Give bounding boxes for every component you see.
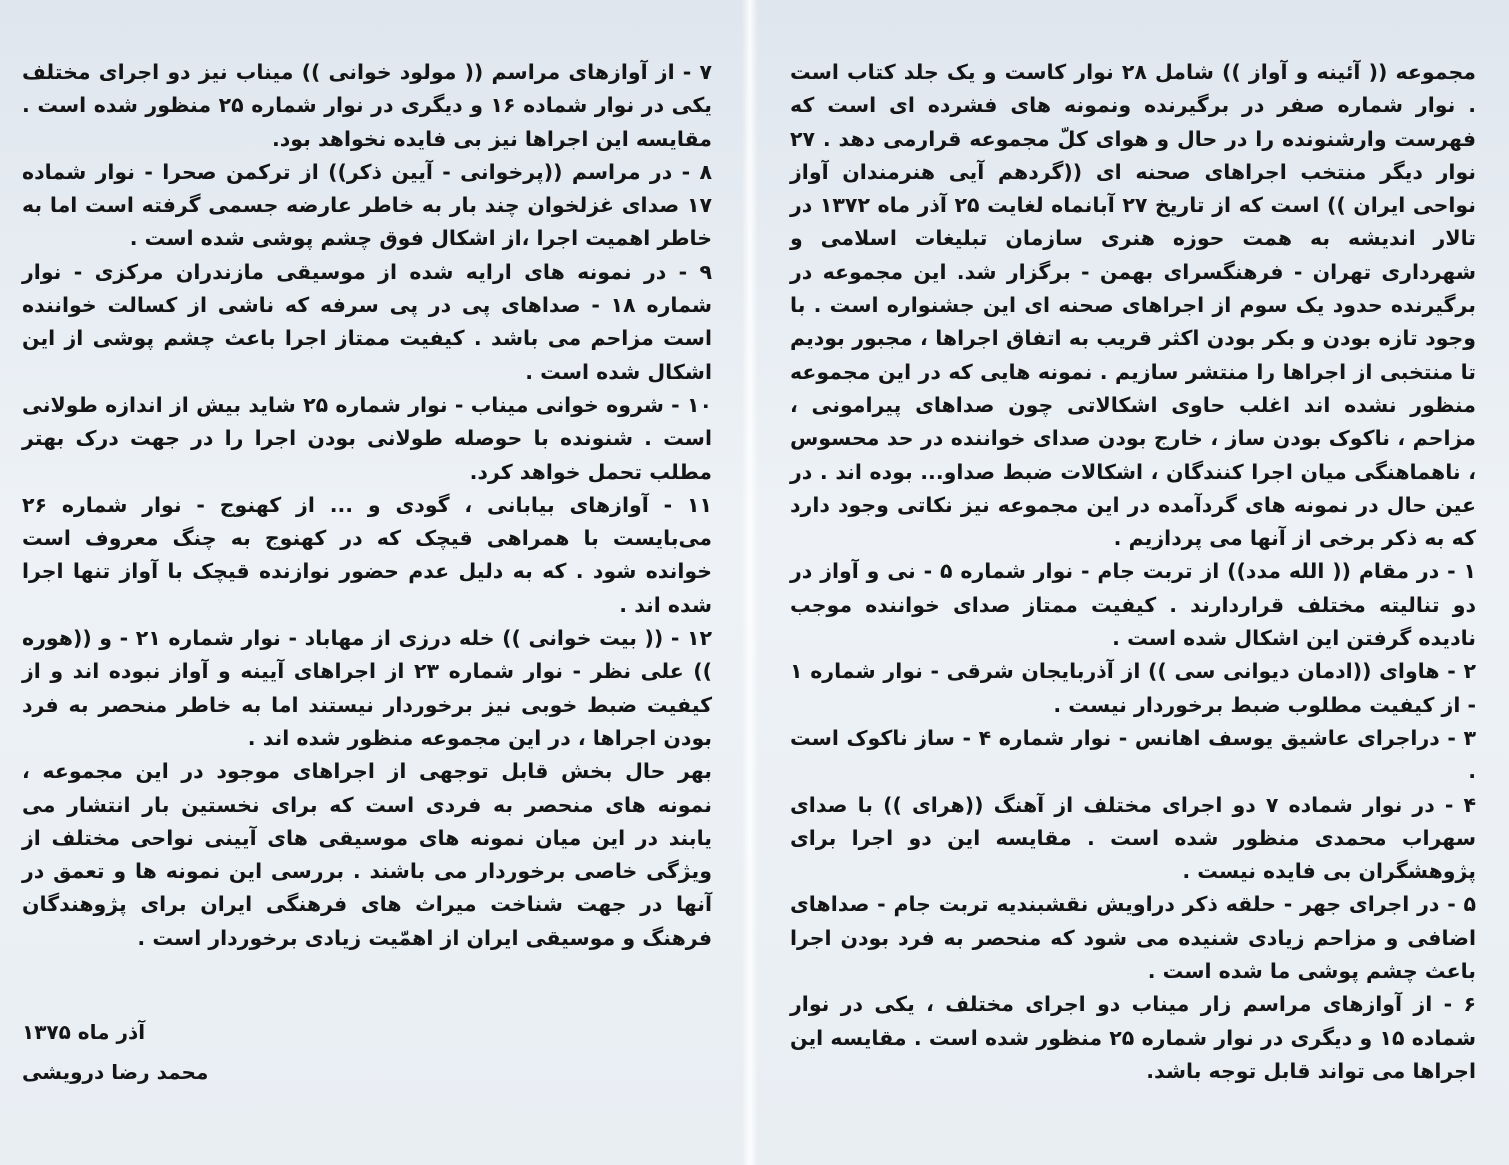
signature-date: آذر ماه ۱۳۷۵ [22, 1020, 146, 1044]
note-item-10: ۱۰ - شروه خوانی میناب - نوار شماره ۲۵ شاید بیش از اندازه طولانی است . شنونده با حوصله طولانی بودن اجرا را در جهت درک بهتر مطلب تحمل خواهد کرد. [22, 392, 712, 484]
intro-paragraph: مجموعه (( آئینه و آواز )) شامل ۲۸ نوار کاست و یک جلد کتاب است . نوار شماره صفر در برگیرنده ونمونه های فشرده ای است که فهرست وارشنونده را در حال و هوای کلّ مجموعه قرارمی دهد . ۲۷ نوار دیگر منتخب اجراهای صحنه ای ((گردهم آیی هنرمندان آواز نواحی ایران )) است که از تاریخ ۲۷ آبانماه لغایت ۲۵ آذر ماه ۱۳۷۲ در تالار اندیشه به همت حوزه هنری سازمان تبلیغات اسلامی و شهرداری تهران - فرهنگسرای بهمن - برگزار شد. این مجموعه در برگیرنده حدود یک سوم از اجراهای صحنه ای این جشنواره است . با وجود تازه بودن و بکر بودن اکثر قریب به اتفاق اجراها ، مجبور بودیم تا منتخبی از اجراها را منتشر سازیم . نمونه هایی که در این مجموعه منظور نشده اند اغلب حاوی اشکالاتی چون صداهای پیرامونی ، مزاحم ، ناکوک بودن ساز ، خارج بودن صدای خواننده در حد محسوس ، ناهماهنگی میان اجرا کنندگان ، اشکالات ضبط صداو... بوده اند . در عین حال در نمونه های گردآمده در این مجموعه نیز نکاتی وجود دارد که به ذکر برخی از آنها می پردازیم . [790, 60, 1476, 551]
note-item-6: ۶ - از آوازهای مراسم زار میناب دو اجرای مختلف ، یکی در نوار شماده ۱۵ و دیگری در نوار شماره ۲۵ منظور شده است . مقایسه این اجراها می تواند قابل توجه باشد. [790, 992, 1476, 1083]
note-item-1: ۱ - در مقام (( الله مدد)) از تربت جام - نوار شماره ۵ - نی و آواز در دو تنالیته مختلف قراردارند . کیفیت ممتاز صدای خواننده موجب نادیده گرفتن این اشکال شده است . [790, 559, 1476, 651]
note-item-7: ۷ - از آوازهای مراسم (( مولود خوانی )) میناب نیز دو اجرای مختلف یکی در نوار شماده ۱۶ و دیگری در نوار شماره ۲۵ منظور شده است . مقایسه این اجراها نیز بی فایده نخواهد بود. [22, 60, 712, 151]
closing-paragraph: بهر حال بخش قابل توجهی از اجراهای موجود در این مجموعه ، نمونه های منحصر به فردی است که برای نخستین بار انتشار می یابند در این میان نمونه های موسیقی های آیینی نواحی مختلف از ویژگی خاصی برخوردار می باشند . بررسی این نمونه ها و تعمق در آنها در جهت شناخت میراث های فرهنگی ایران برای پژوهندگان فرهنگ و موسیقی ایران از اهمّیت زیادی برخوردار است . [22, 759, 712, 950]
signature-author: محمد رضا درویشی [22, 1060, 209, 1084]
note-item-5: ۵ - در اجرای جهر - حلقه ذکر دراویش نقشبندیه تربت جام - صداهای اضافی و مزاحم زیادی شنیده می شود که منحصر به فرد بودن اجرا باعث چشم پوشی ما شده است . [790, 892, 1476, 984]
note-item-11: ۱۱ - آوازهای بیابانی ، گودی و ... از کهنوج - نوار شماره ۲۶ می‌بایست با همراهی قیچک که در کهنوج به چنگ معروف است خوانده شود . که به دلیل عدم حضور نوازنده قیچک با آواز تنها اجرا شده اند . [22, 492, 712, 617]
note-item-9: ۹ - در نمونه های ارایه شده از موسیقی مازندران مرکزی - نوار شماره ۱۸ - صداهای پی در پی سرفه که ناشی از کسالت خواننده است مزاحم می باشد . کیفیت ممتاز اجرا باعث چشم پوشی از این اشکال شده است . [22, 259, 712, 384]
left-page-text [22, 56, 712, 955]
note-item-12: ۱۲ - (( بیت خوانی )) خله درزی از مهاباد - نوار شماره ۲۱ - و ((هوره )) علی نظر - نوار شماره ۲۳ از اجراهای آیینه و آواز نبوده اند و از کیفیت ضبط خوبی نیز برخوردار نیستند اما به خاطر منحصر به فرد بودن اجراها ، در این مجموعه منظور شده اند . [22, 626, 713, 750]
note-item-3: ۳ - دراجرای عاشیق یوسف اهانس - نوار شماره ۴ - ساز ناکوک است . [790, 725, 1476, 784]
note-item-4: ۴ - در نوار شماده ۷ دو اجرای مختلف از آهنگ ((هرای )) با صدای سهراب محمدی منظور شده است . مقایسه این دو اجرا برای پژوهشگران بی فایده نیست . [790, 792, 1477, 884]
right-page-text [790, 56, 1476, 1088]
note-item-2: ۲ - هاوای ((ادمان دیوانی سی )) از آذربایجان شرقی - نوار شماره ۱ - از کیفیت مطلوب ضبط برخوردار نیست . [790, 659, 1476, 717]
note-item-8: ۸ - در مراسم ((پرخوانی - آیین ذکر)) از ترکمن صحرا - نوار شماده ۱۷ صدای غزلخوان چند بار به خاطر عارضه جسمی گرفته است اما به خاطر اهمیت اجرا ،از اشکال فوق چشم پوشی شده است . [22, 159, 712, 251]
page-fold [742, 0, 758, 1165]
signature-block [22, 1012, 242, 1092]
